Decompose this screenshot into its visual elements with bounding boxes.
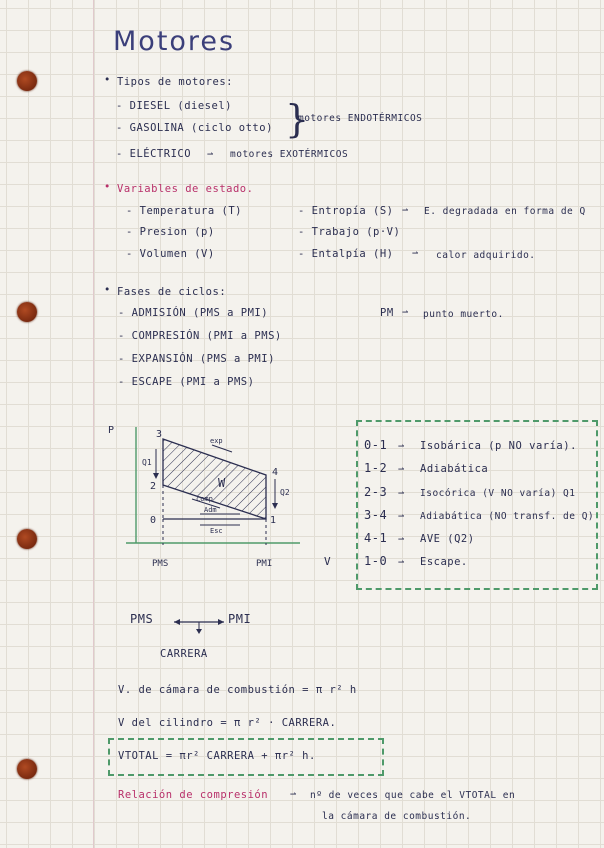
formula-v-cilindro: V del cilindro = π r² · CARRERA.: [118, 717, 337, 729]
cycle-step-desc: Escape.: [420, 556, 468, 568]
arrow: ⇀: [402, 306, 409, 318]
pms-axis-label: PMS: [152, 559, 169, 569]
bullet: •: [104, 181, 111, 193]
binder-hole: [17, 71, 37, 91]
q1-arrowhead: [153, 473, 159, 479]
bullet: •: [104, 284, 111, 296]
cycle-step-tramo: 1-2: [364, 461, 388, 475]
tipo-gasolina: - GASOLINA (ciclo otto): [116, 122, 273, 134]
q1-label: Q1: [142, 458, 152, 467]
cycle-step-desc: Adiabática: [420, 463, 489, 475]
cycle-step-tramo: 4-1: [364, 531, 388, 545]
arrow: ⇀: [398, 440, 405, 452]
binder-hole: [17, 302, 37, 322]
carrera-pmi: PMI: [228, 612, 252, 626]
page-title: Motores: [113, 26, 236, 57]
relacion-desc: nº de veces que cabe el VTOTAL en: [310, 790, 516, 801]
var-presion: - Presion (p): [126, 226, 215, 238]
var-trabajo: - Trabajo (p·V): [298, 226, 401, 238]
cycle-step-desc: Isocórica (V NO varía) Q1: [420, 488, 576, 499]
motores-exotermicos: motores EXOTÉRMICOS: [230, 149, 349, 160]
entropia-desc: E. degradada en forma de Q: [424, 206, 586, 217]
var-temperatura: - Temperatura (T): [126, 205, 242, 217]
fase-expansion: - EXPANSIÓN (PMS a PMI): [118, 353, 275, 365]
binder-hole: [17, 529, 37, 549]
cycle-step-desc: Isobárica (p NO varía).: [420, 440, 577, 452]
var-volumen: - Volumen (V): [126, 248, 215, 260]
work-label: W: [218, 476, 226, 490]
punto-muerto: punto muerto.: [423, 309, 504, 320]
fase-admision: - ADMISIÓN (PMS a PMI): [118, 307, 269, 319]
carrera-arrow: [170, 612, 228, 636]
arrow: ⇀: [398, 510, 405, 522]
var-entalpia: - Entalpía (H): [298, 248, 394, 260]
arrow: ⇀: [398, 487, 405, 499]
node-2: 2: [150, 481, 157, 492]
fase-escape: - ESCAPE (PMI a PMS): [118, 376, 255, 388]
arrow: ⇀: [398, 556, 405, 568]
carrera-label: CARRERA: [160, 648, 208, 660]
cycle-step-tramo: 1-0: [364, 554, 388, 568]
arrow: ⇀: [207, 148, 214, 160]
formula-v-camara: V. de cámara de combustión = π r² h: [118, 684, 357, 696]
arrow: ⇀: [398, 533, 405, 545]
q2-arrowhead: [272, 503, 278, 509]
node-3: 3: [156, 429, 163, 440]
exp-label: exp: [210, 437, 223, 445]
var-entropia: - Entropía (S): [298, 205, 394, 217]
pm-label: PM: [380, 307, 394, 319]
arrow: ⇀: [290, 788, 297, 800]
node-1: 1: [270, 515, 277, 526]
cycle-step-desc: Adiabática (NO transf. de Q): [420, 511, 595, 522]
tipos-heading: Tipos de motores:: [117, 76, 233, 88]
cycle-step-desc: AVE (Q2): [420, 533, 475, 545]
brace: }: [285, 97, 310, 141]
pmi-axis-label: PMI: [256, 559, 273, 569]
node-4: 4: [272, 467, 279, 478]
binder-hole: [17, 759, 37, 779]
fase-compresion: - COMPRESIÓN (PMI a PMS): [118, 330, 282, 342]
exp-arrow: [212, 445, 232, 452]
arrow: ⇀: [402, 204, 409, 216]
cycle-step-tramo: 0-1: [364, 438, 388, 452]
p-label: P: [108, 425, 115, 436]
cycle-step-tramo: 2-3: [364, 485, 388, 499]
fases-heading: Fases de ciclos:: [117, 286, 227, 298]
margin-line: [93, 0, 94, 848]
variables-heading: Variables de estado.: [117, 183, 254, 195]
bullet: •: [104, 74, 111, 86]
node-0: 0: [150, 515, 157, 526]
tipo-electrico: - ELÉCTRICO: [116, 148, 192, 160]
carrera-pms: PMS: [130, 612, 154, 626]
v-label: V: [324, 555, 331, 568]
motores-endotermicos: motores ENDOTÉRMICOS: [298, 113, 423, 124]
relacion-label: Relación de compresión: [118, 789, 269, 801]
arrow: ⇀: [398, 463, 405, 475]
relacion-desc-2: la cámara de combustión.: [322, 811, 472, 822]
entalpia-desc: calor adquirido.: [436, 250, 536, 261]
pv-diagram: [100, 415, 340, 580]
formula-v-total: VTOTAL = πr² CARRERA + πr² h.: [118, 750, 316, 762]
comp-label: comp: [196, 495, 213, 503]
cycle-step-tramo: 3-4: [364, 508, 388, 522]
esc-label: Esc: [210, 527, 223, 535]
arrow: ⇀: [412, 247, 419, 259]
tipo-diesel: - DIESEL (diesel): [116, 100, 232, 112]
q2-label: Q2: [280, 488, 290, 497]
adm-label: Adm: [204, 506, 217, 514]
